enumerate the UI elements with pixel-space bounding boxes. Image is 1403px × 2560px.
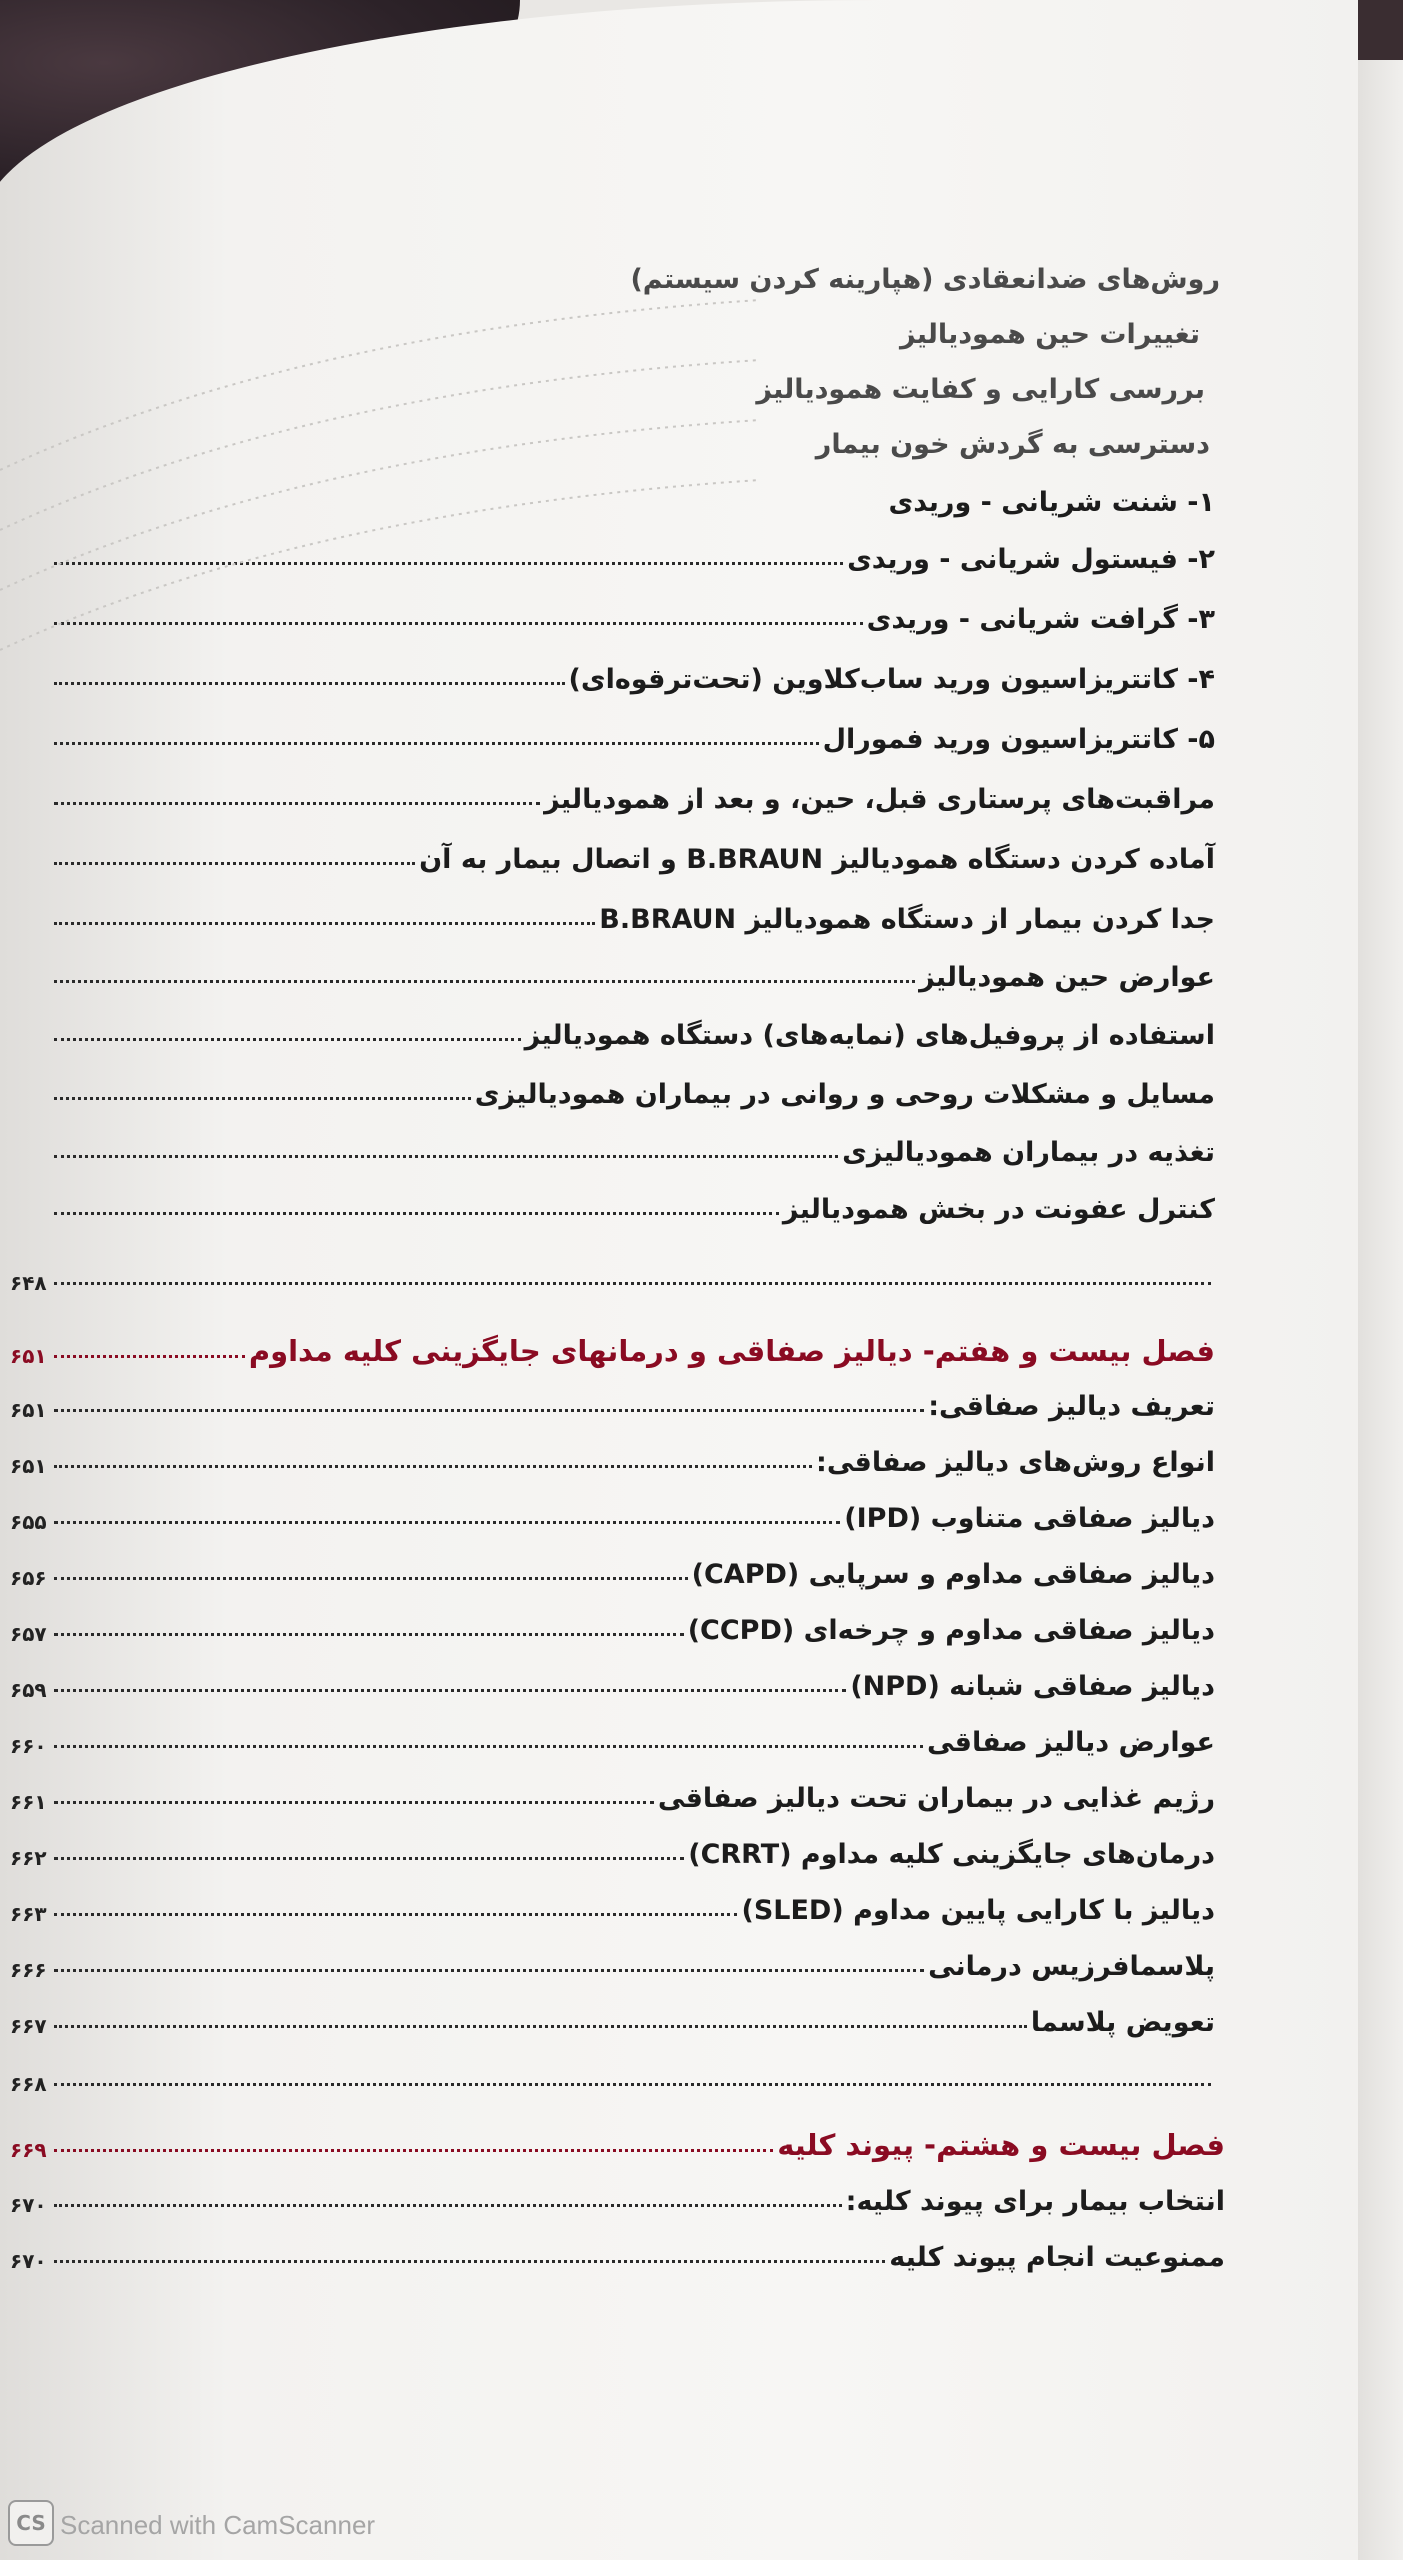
toc-entry-title: دیالیز صفاقی مداوم و چرخه‌ای (CCPD) (687, 1615, 1215, 1646)
toc-entry-title: تعریف دیالیز صفاقی: (928, 1391, 1215, 1422)
toc-entry-title: تغییرات حین همودیالیز (899, 319, 1200, 350)
toc-leader-dots (54, 1913, 737, 1916)
toc-entry (10, 2046, 1215, 2096)
toc-entry (10, 2167, 1225, 2217)
toc-entry (10, 1708, 1215, 1758)
toc-entry (10, 2223, 1225, 2273)
toc-leader-dots (54, 2149, 773, 2152)
toc-entry-title: مراقبت‌های پرستاری قبل، حین، و بعد از همودیالیز (544, 784, 1215, 815)
toc-leader-dots (54, 1969, 924, 1972)
chapter-page: ۶۵۱ (10, 1344, 47, 1368)
toc-leader-dots (54, 1689, 846, 1692)
toc-entry-title: درمان‌های جایگزینی کلیه مداوم (CRRT) (688, 1839, 1215, 1870)
toc-entry-title: روش‌های ضدانعقادی (هپارینه کردن سیستم) (630, 264, 1220, 295)
toc-leader-dots (54, 2083, 1211, 2086)
toc-entry-title: دیالیز صفاقی متناوب (IPD) (844, 1503, 1215, 1534)
toc-leader-dots (54, 1801, 654, 1804)
toc-entry-title: ۳- گرافت شریانی - وریدی (866, 604, 1215, 635)
camscanner-logo: CS (8, 2500, 54, 2546)
toc-entry-title: پلاسمافرزیس درمانی (928, 1951, 1215, 1982)
toc-leader-dots (54, 1409, 924, 1412)
toc-entry-page: ۶۵۵ (10, 1510, 47, 1534)
toc-leader-dots (54, 2260, 885, 2263)
toc-entry (10, 1988, 1215, 2038)
toc-entry-title: انتخاب بیمار برای پیوند کلیه: (845, 2186, 1225, 2217)
toc-entry-title: ۱- شنت شریانی - وریدی (888, 487, 1215, 518)
toc-entry (10, 1540, 1215, 1590)
toc-entry-title: جدا کردن بیمار از دستگاه همودیالیز B.BRAUN (599, 904, 1215, 935)
toc-entry-page: ۶۴۸ (10, 1271, 47, 1295)
toc-entry-title: آماده کردن دستگاه همودیالیز B.BRAUN و اتصال بیمار به آن (419, 844, 1215, 875)
toc-entry-title: دیالیز با کارایی پایین مداوم (SLED) (741, 1895, 1215, 1926)
toc-entry (10, 1372, 1215, 1422)
scanner-watermark-text: Scanned with CamScanner (60, 2510, 376, 2540)
toc-entry-title: تعویض پلاسما (1030, 2007, 1215, 2038)
toc-entry-page: ۶۵۹ (10, 1678, 47, 1702)
toc-entry-page: ۶۶۸ (10, 2072, 47, 2096)
toc-entry-page: ۶۵۱ (10, 1454, 47, 1478)
chapter-title: فصل بیست و هفتم- دیالیز صفاقی و درمانهای جایگزینی کلیه مداوم (248, 1334, 1215, 1368)
toc-entry-page: ۶۶۷ (10, 2014, 47, 2038)
toc-entry-title: انواع روش‌های دیالیز صفاقی: (816, 1447, 1215, 1478)
toc-entry (10, 1764, 1215, 1814)
toc-entry-title: بررسی کارایی و کفایت همودیالیز (756, 374, 1205, 405)
toc-entry (10, 1428, 1215, 1478)
toc-entry-page: ۶۶۶ (10, 1958, 47, 1982)
toc-entry-title: عوارض حین همودیالیز (919, 962, 1215, 993)
toc-entry-page: ۶۷۰ (10, 2249, 47, 2273)
toc-entry (10, 1652, 1215, 1702)
toc-entry-page: ۶۶۱ (10, 1790, 47, 1814)
toc-entry-title: استفاده از پروفیل‌های (نمایه‌های) دستگاه همودیالیز (524, 1020, 1215, 1051)
toc-entry-title: عوارض دیالیز صفاقی (926, 1727, 1215, 1758)
chapter-page: ۶۶۹ (10, 2138, 47, 2162)
toc-entry-title: رژیم غذایی در بیماران تحت دیالیز صفاقی (657, 1783, 1215, 1814)
toc-entry (10, 1484, 1215, 1534)
toc-leader-dots (54, 2025, 1027, 2028)
toc-leader-dots (54, 1633, 684, 1636)
toc-entry-title: ۴- کاتتریزاسیون ورید ساب‌کلاوین (تحت‌ترقوه‌ای) (568, 664, 1215, 695)
toc-entry-page: ۶۶۳ (10, 1902, 47, 1926)
toc-leader-dots (54, 2204, 842, 2207)
toc-entry (10, 1876, 1215, 1926)
toc-entry-title: تغذیه در بیماران همودیالیزی (842, 1137, 1215, 1168)
toc-entry-page: ۶۷۰ (10, 2193, 47, 2217)
toc-entry-page: ۶۶۲ (10, 1846, 47, 1870)
toc-entry-title: ممنوعیت انجام پیوند کلیه (889, 2242, 1225, 2273)
chapter-heading (10, 2112, 1225, 2162)
chapter-title: فصل بیست و هشتم- پیوند کلیه (777, 2128, 1225, 2162)
toc-entry (10, 1932, 1215, 1982)
toc-entry (10, 1596, 1215, 1646)
toc-entry-title: دسترسی به گردش خون بیمار (815, 429, 1210, 460)
toc-entry-title: ۲- فیستول شریانی - وریدی (847, 544, 1215, 575)
toc-leader-dots (54, 1745, 923, 1748)
chapter-heading (10, 1318, 1215, 1368)
toc-entry-title: دیالیز صفاقی شبانه (NPD) (850, 1671, 1215, 1702)
toc-entry-title: دیالیز صفاقی مداوم و سرپایی (CAPD) (691, 1559, 1215, 1590)
toc-leader-dots (54, 1521, 840, 1524)
toc-entry-page: ۶۶۰ (10, 1734, 47, 1758)
toc-entry-page: ۶۵۱ (10, 1398, 47, 1422)
toc-entry-title: مسایل و مشکلات روحی و روانی در بیماران همودیالیزی (474, 1079, 1215, 1110)
toc-leader-dots (54, 1857, 684, 1860)
toc-leader-dots (54, 1355, 245, 1358)
toc-leader-dots (54, 1465, 812, 1468)
toc-entry-page: ۶۵۷ (10, 1622, 47, 1646)
toc-entry-title: ۵- کاتتریزاسیون ورید فمورال (822, 724, 1215, 755)
toc-entry (10, 1820, 1215, 1870)
toc-entry-page: ۶۵۶ (10, 1566, 47, 1590)
toc-leader-dots (54, 1577, 688, 1580)
toc-entry-title: کنترل عفونت در بخش همودیالیز (782, 1194, 1215, 1225)
